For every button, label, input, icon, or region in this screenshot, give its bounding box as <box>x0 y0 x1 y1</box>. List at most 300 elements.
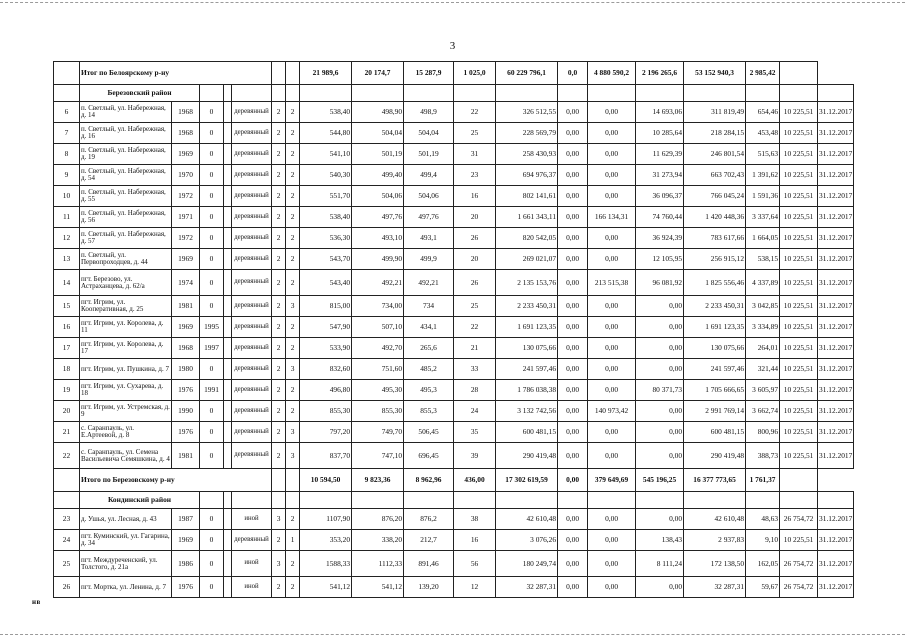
entrances-cell: 1 <box>286 530 300 551</box>
deadline-cell: 31.12.2017 <box>818 144 854 165</box>
row-number: 12 <box>54 228 80 249</box>
spacer-cell <box>224 270 232 296</box>
max-cost-cell: 10 225,51 <box>780 270 818 296</box>
table-row <box>54 249 854 270</box>
residents-cell: 24 <box>454 401 496 422</box>
reconstruction-year-cell: 0 <box>200 359 224 380</box>
federal-funds-cell: 0,00 <box>558 296 588 317</box>
total-cell-empty <box>286 62 300 85</box>
total-area-cell: 547,90 <box>300 317 352 338</box>
regional-funds-cell: 0,00 <box>588 228 636 249</box>
floors-cell: 2 <box>272 338 286 359</box>
unit-cost-cell: 800,96 <box>746 422 780 443</box>
address-cell: пгт. Березово, ул. Астраханцева, д. 62/а <box>80 270 172 296</box>
spacer-cell <box>224 249 232 270</box>
entrances-cell: 3 <box>286 422 300 443</box>
address-cell: пгт. Куминский, ул. Гагарина, д. 34 <box>80 530 172 551</box>
federal-funds-cell: 0,00 <box>558 509 588 530</box>
reconstruction-year-cell: 0 <box>200 144 224 165</box>
table-row <box>54 317 854 338</box>
build-year-cell: 1981 <box>172 296 200 317</box>
wall-material-cell: деревянный <box>232 443 272 469</box>
build-year-cell: 1976 <box>172 422 200 443</box>
repair-cost-cell: 42 610,48 <box>496 509 558 530</box>
district-cell-empty <box>272 85 286 102</box>
table-row <box>54 270 854 296</box>
build-year-cell: 1976 <box>172 380 200 401</box>
district-cell-empty <box>588 85 636 102</box>
unit-cost-cell: 162,05 <box>746 551 780 577</box>
unit-cost-cell: 3 605,97 <box>746 380 780 401</box>
residential-area-cell: 891,46 <box>404 551 454 577</box>
wall-material-cell: деревянный <box>232 359 272 380</box>
unit-cost-cell: 1 591,36 <box>746 186 780 207</box>
unit-cost-cell: 3 042,85 <box>746 296 780 317</box>
repair-cost-cell: 130 075,66 <box>496 338 558 359</box>
federal-funds-cell: 0,00 <box>558 530 588 551</box>
district-cell-empty <box>636 85 684 102</box>
federal-funds-cell: 0,00 <box>558 144 588 165</box>
unit-cost-cell: 4 337,89 <box>746 270 780 296</box>
total-value <box>780 62 818 85</box>
federal-funds-cell: 0,00 <box>558 338 588 359</box>
wall-material-cell: деревянный <box>232 530 272 551</box>
row-number: 11 <box>54 207 80 228</box>
unit-cost-cell: 48,63 <box>746 509 780 530</box>
spacer-cell <box>224 144 232 165</box>
total-area-cell: 551,70 <box>300 186 352 207</box>
residents-cell: 25 <box>454 296 496 317</box>
owner-funds-cell: 246 801,54 <box>684 144 746 165</box>
table-row <box>54 123 854 144</box>
owner-funds-cell: 2 937,83 <box>684 530 746 551</box>
spacer-cell <box>224 530 232 551</box>
residential-area-cell: 696,45 <box>404 443 454 469</box>
row-number: 25 <box>54 551 80 577</box>
federal-funds-cell: 0,00 <box>558 270 588 296</box>
owner-funds-cell: 256 915,12 <box>684 249 746 270</box>
row-number: 17 <box>54 338 80 359</box>
local-funds-cell: 8 111,24 <box>636 551 684 577</box>
max-cost-cell: 10 225,51 <box>780 317 818 338</box>
floors-cell: 2 <box>272 422 286 443</box>
build-year-cell: 1972 <box>172 186 200 207</box>
total-area-cell: 543,40 <box>300 270 352 296</box>
owner-funds-cell: 766 045,24 <box>684 186 746 207</box>
district-header-row <box>54 85 854 102</box>
row-number: 16 <box>54 317 80 338</box>
federal-funds-cell: 0,00 <box>558 317 588 338</box>
repair-cost-cell: 269 021,07 <box>496 249 558 270</box>
row-number: 8 <box>54 144 80 165</box>
total-value: 9 823,36 <box>352 469 404 492</box>
district-cell-empty <box>454 492 496 509</box>
build-year-cell: 1976 <box>172 577 200 598</box>
residential-area-cell: 139,20 <box>404 577 454 598</box>
regional-funds-cell: 0,00 <box>588 443 636 469</box>
address-cell: п. Светлый, ул. Набережная, д. 19 <box>80 144 172 165</box>
build-year-cell: 1980 <box>172 359 200 380</box>
total-value: 16 377 773,65 <box>684 469 746 492</box>
table-row <box>54 577 854 598</box>
table-row <box>54 296 854 317</box>
floors-cell: 2 <box>272 207 286 228</box>
max-cost-cell: 10 225,51 <box>780 207 818 228</box>
district-cell-empty <box>496 492 558 509</box>
address-cell: пгт. Междуреченский, ул. Толстого, д. 21а <box>80 551 172 577</box>
local-funds-cell: 36 096,37 <box>636 186 684 207</box>
table-row <box>54 186 854 207</box>
total-area-cell: 541,10 <box>300 144 352 165</box>
residents-cell: 23 <box>454 165 496 186</box>
total-cell-empty <box>272 62 286 85</box>
address-cell: п. Светлый, ул. Набережная, д. 57 <box>80 228 172 249</box>
premises-area-cell: 504,04 <box>352 123 404 144</box>
premises-area-cell: 501,19 <box>352 144 404 165</box>
spacer-cell <box>224 422 232 443</box>
address-cell: пгт. Игрим, ул. Кооперативная, д. 25 <box>80 296 172 317</box>
total-label: Итог по Белоярскому р-ну <box>80 62 272 85</box>
district-cell-empty <box>54 85 80 102</box>
repair-cost-cell: 1 661 343,11 <box>496 207 558 228</box>
address-cell: пгт. Игрим, ул. Королева, д. 11 <box>80 317 172 338</box>
footer-mark: нв <box>32 598 41 606</box>
residents-cell: 12 <box>454 577 496 598</box>
table-row <box>54 207 854 228</box>
repair-cost-cell: 180 249,74 <box>496 551 558 577</box>
local-funds-cell: 0,00 <box>636 338 684 359</box>
residential-area-cell: 492,21 <box>404 270 454 296</box>
residential-area-cell: 855,3 <box>404 401 454 422</box>
wall-material-cell: иной <box>232 551 272 577</box>
owner-funds-cell: 241 597,46 <box>684 359 746 380</box>
premises-area-cell: 495,30 <box>352 380 404 401</box>
residents-cell: 20 <box>454 207 496 228</box>
premises-area-cell: 499,40 <box>352 165 404 186</box>
repair-cost-cell: 32 287,31 <box>496 577 558 598</box>
floors-cell: 2 <box>272 317 286 338</box>
repair-cost-cell: 3 076,26 <box>496 530 558 551</box>
regional-funds-cell: 0,00 <box>588 317 636 338</box>
unit-cost-cell: 654,46 <box>746 102 780 123</box>
regional-funds-cell: 0,00 <box>588 338 636 359</box>
table-row <box>54 401 854 422</box>
federal-funds-cell: 0,00 <box>558 380 588 401</box>
spacer-cell <box>224 123 232 144</box>
floors-cell: 2 <box>272 296 286 317</box>
row-number: 7 <box>54 123 80 144</box>
entrances-cell: 3 <box>286 443 300 469</box>
total-value: 8 962,96 <box>404 469 454 492</box>
total-area-cell: 496,80 <box>300 380 352 401</box>
residents-cell: 38 <box>454 509 496 530</box>
owner-funds-cell: 32 287,31 <box>684 577 746 598</box>
premises-area-cell: 747,10 <box>352 443 404 469</box>
floors-cell: 2 <box>272 144 286 165</box>
total-value: 1 761,37 <box>746 469 780 492</box>
owner-funds-cell: 218 284,15 <box>684 123 746 144</box>
repair-cost-cell: 241 597,46 <box>496 359 558 380</box>
table-row <box>54 509 854 530</box>
regional-funds-cell: 0,00 <box>588 296 636 317</box>
address-cell: п. Светлый, ул. Набережная, д. 54 <box>80 165 172 186</box>
row-number: 10 <box>54 186 80 207</box>
build-year-cell: 1986 <box>172 551 200 577</box>
owner-funds-cell: 290 419,48 <box>684 443 746 469</box>
deadline-cell: 31.12.2017 <box>818 296 854 317</box>
top-scan-edge <box>0 2 905 3</box>
floors-cell: 2 <box>272 270 286 296</box>
reconstruction-year-cell: 0 <box>200 422 224 443</box>
table-row <box>54 338 854 359</box>
entrances-cell: 2 <box>286 102 300 123</box>
premises-area-cell: 749,70 <box>352 422 404 443</box>
wall-material-cell: деревянный <box>232 422 272 443</box>
entrances-cell: 3 <box>286 296 300 317</box>
total-cell-empty <box>54 62 80 85</box>
reconstruction-year-cell: 0 <box>200 102 224 123</box>
local-funds-cell: 12 105,95 <box>636 249 684 270</box>
entrances-cell: 2 <box>286 401 300 422</box>
residential-area-cell: 497,76 <box>404 207 454 228</box>
row-number: 23 <box>54 509 80 530</box>
district-cell-empty <box>558 492 588 509</box>
wall-material-cell: иной <box>232 509 272 530</box>
regional-funds-cell: 140 973,42 <box>588 401 636 422</box>
spacer-cell <box>224 228 232 249</box>
owner-funds-cell: 2 233 450,31 <box>684 296 746 317</box>
residents-cell: 26 <box>454 228 496 249</box>
residential-area-cell: 485,2 <box>404 359 454 380</box>
total-area-cell: 541,12 <box>300 577 352 598</box>
build-year-cell: 1971 <box>172 207 200 228</box>
premises-area-cell: 498,90 <box>352 102 404 123</box>
entrances-cell: 2 <box>286 317 300 338</box>
total-value: 0,00 <box>558 469 588 492</box>
total-area-cell: 832,60 <box>300 359 352 380</box>
entrances-cell: 2 <box>286 144 300 165</box>
total-row <box>54 469 854 492</box>
federal-funds-cell: 0,00 <box>558 577 588 598</box>
floors-cell: 2 <box>272 102 286 123</box>
total-area-cell: 797,20 <box>300 422 352 443</box>
local-funds-cell: 0,00 <box>636 422 684 443</box>
local-funds-cell: 0,00 <box>636 509 684 530</box>
entrances-cell: 2 <box>286 551 300 577</box>
max-cost-cell: 10 225,51 <box>780 296 818 317</box>
floors-cell: 2 <box>272 249 286 270</box>
floors-cell: 2 <box>272 380 286 401</box>
total-row <box>54 62 854 85</box>
repair-cost-cell: 820 542,05 <box>496 228 558 249</box>
residents-cell: 16 <box>454 530 496 551</box>
wall-material-cell: деревянный <box>232 380 272 401</box>
district-cell-empty <box>200 492 224 509</box>
deadline-cell: 31.12.2017 <box>818 530 854 551</box>
reconstruction-year-cell: 0 <box>200 401 224 422</box>
federal-funds-cell: 0,00 <box>558 186 588 207</box>
wall-material-cell: деревянный <box>232 165 272 186</box>
total-value: 60 229 796,1 <box>496 62 558 85</box>
unit-cost-cell: 264,01 <box>746 338 780 359</box>
max-cost-cell: 10 225,51 <box>780 443 818 469</box>
reconstruction-year-cell: 0 <box>200 443 224 469</box>
district-cell-empty <box>746 492 780 509</box>
regional-funds-cell: 0,00 <box>588 186 636 207</box>
local-funds-cell: 0,00 <box>636 296 684 317</box>
repair-cost-cell: 2 233 450,31 <box>496 296 558 317</box>
repair-cost-cell: 694 976,37 <box>496 165 558 186</box>
total-value <box>780 469 818 492</box>
deadline-cell: 31.12.2017 <box>818 207 854 228</box>
unit-cost-cell: 3 334,89 <box>746 317 780 338</box>
row-number: 14 <box>54 270 80 296</box>
table-row <box>54 551 854 577</box>
build-year-cell: 1969 <box>172 249 200 270</box>
district-cell-empty <box>558 85 588 102</box>
entrances-cell: 2 <box>286 338 300 359</box>
local-funds-cell: 31 273,94 <box>636 165 684 186</box>
spacer-cell <box>224 380 232 401</box>
owner-funds-cell: 2 991 769,14 <box>684 401 746 422</box>
wall-material-cell: деревянный <box>232 249 272 270</box>
total-value: 436,00 <box>454 469 496 492</box>
wall-material-cell: деревянный <box>232 270 272 296</box>
regional-funds-cell: 166 134,31 <box>588 207 636 228</box>
total-area-cell: 538,40 <box>300 207 352 228</box>
spacer-cell <box>224 317 232 338</box>
regional-funds-cell: 0,00 <box>588 359 636 380</box>
bottom-scan-edge <box>0 634 905 635</box>
reconstruction-year-cell: 0 <box>200 123 224 144</box>
deadline-cell: 31.12.2017 <box>818 359 854 380</box>
build-year-cell: 1969 <box>172 530 200 551</box>
total-area-cell: 533,90 <box>300 338 352 359</box>
address-cell: с. Саранпауль, ул. Е.Артеевой, д. 8 <box>80 422 172 443</box>
repair-cost-cell: 1 786 038,38 <box>496 380 558 401</box>
unit-cost-cell: 538,15 <box>746 249 780 270</box>
deadline-cell: 31.12.2017 <box>818 509 854 530</box>
entrances-cell: 2 <box>286 228 300 249</box>
max-cost-cell: 10 225,51 <box>780 359 818 380</box>
district-cell-empty <box>232 85 272 102</box>
entrances-cell: 2 <box>286 380 300 401</box>
total-value: 2 196 265,6 <box>636 62 684 85</box>
residential-area-cell: 501,19 <box>404 144 454 165</box>
entrances-cell: 2 <box>286 207 300 228</box>
premises-area-cell: 504,06 <box>352 186 404 207</box>
table-row <box>54 359 854 380</box>
regional-funds-cell: 0,00 <box>588 422 636 443</box>
total-area-cell: 544,80 <box>300 123 352 144</box>
district-label: Кондинский район <box>80 492 200 509</box>
wall-material-cell: деревянный <box>232 123 272 144</box>
floors-cell: 2 <box>272 165 286 186</box>
premises-area-cell: 876,20 <box>352 509 404 530</box>
page-number: 3 <box>449 40 456 52</box>
residents-cell: 25 <box>454 123 496 144</box>
spacer-cell <box>224 207 232 228</box>
residential-area-cell: 495,3 <box>404 380 454 401</box>
total-value: 17 302 619,59 <box>496 469 558 492</box>
total-value: 379 649,69 <box>588 469 636 492</box>
table-body <box>54 62 854 598</box>
federal-funds-cell: 0,00 <box>558 443 588 469</box>
district-cell-empty <box>224 492 232 509</box>
district-header-row <box>54 492 854 509</box>
row-number: 24 <box>54 530 80 551</box>
floors-cell: 2 <box>272 401 286 422</box>
table-row <box>54 144 854 165</box>
district-label: Березовский район <box>80 85 200 102</box>
entrances-cell: 2 <box>286 165 300 186</box>
entrances-cell: 2 <box>286 577 300 598</box>
wall-material-cell: деревянный <box>232 296 272 317</box>
entrances-cell: 2 <box>286 509 300 530</box>
residents-cell: 22 <box>454 102 496 123</box>
repair-cost-cell: 228 569,79 <box>496 123 558 144</box>
premises-area-cell: 734,00 <box>352 296 404 317</box>
floors-cell: 2 <box>272 228 286 249</box>
residents-cell: 21 <box>454 338 496 359</box>
unit-cost-cell: 59,67 <box>746 577 780 598</box>
local-funds-cell: 14 693,06 <box>636 102 684 123</box>
max-cost-cell: 10 225,51 <box>780 165 818 186</box>
total-value: 21 989,6 <box>300 62 352 85</box>
total-value: 545 196,25 <box>636 469 684 492</box>
total-area-cell: 543,70 <box>300 249 352 270</box>
reconstruction-year-cell: 0 <box>200 207 224 228</box>
premises-area-cell: 338,20 <box>352 530 404 551</box>
federal-funds-cell: 0,00 <box>558 422 588 443</box>
regional-funds-cell: 0,00 <box>588 380 636 401</box>
spacer-cell <box>224 102 232 123</box>
total-cell-empty <box>272 469 286 492</box>
total-area-cell: 540,30 <box>300 165 352 186</box>
residential-area-cell: 498,9 <box>404 102 454 123</box>
district-cell-empty <box>780 492 818 509</box>
owner-funds-cell: 172 138,50 <box>684 551 746 577</box>
entrances-cell: 2 <box>286 270 300 296</box>
owner-funds-cell: 42 610,48 <box>684 509 746 530</box>
reconstruction-year-cell: 1991 <box>200 380 224 401</box>
residents-cell: 26 <box>454 270 496 296</box>
district-cell-empty <box>404 85 454 102</box>
district-cell-empty <box>684 85 746 102</box>
spacer-cell <box>224 359 232 380</box>
reconstruction-year-cell: 0 <box>200 296 224 317</box>
residents-cell: 33 <box>454 359 496 380</box>
local-funds-cell: 36 924,39 <box>636 228 684 249</box>
deadline-cell: 31.12.2017 <box>818 380 854 401</box>
premises-area-cell: 499,90 <box>352 249 404 270</box>
unit-cost-cell: 1 664,05 <box>746 228 780 249</box>
deadline-cell: 31.12.2017 <box>818 186 854 207</box>
row-number: 18 <box>54 359 80 380</box>
total-area-cell: 855,30 <box>300 401 352 422</box>
row-number: 26 <box>54 577 80 598</box>
unit-cost-cell: 9,10 <box>746 530 780 551</box>
local-funds-cell: 80 371,73 <box>636 380 684 401</box>
max-cost-cell: 26 754,72 <box>780 577 818 598</box>
wall-material-cell: деревянный <box>232 207 272 228</box>
total-value: 20 174,7 <box>352 62 404 85</box>
reconstruction-year-cell: 1995 <box>200 317 224 338</box>
district-cell-empty <box>232 492 272 509</box>
residents-cell: 56 <box>454 551 496 577</box>
owner-funds-cell: 1 705 666,65 <box>684 380 746 401</box>
max-cost-cell: 10 225,51 <box>780 144 818 165</box>
